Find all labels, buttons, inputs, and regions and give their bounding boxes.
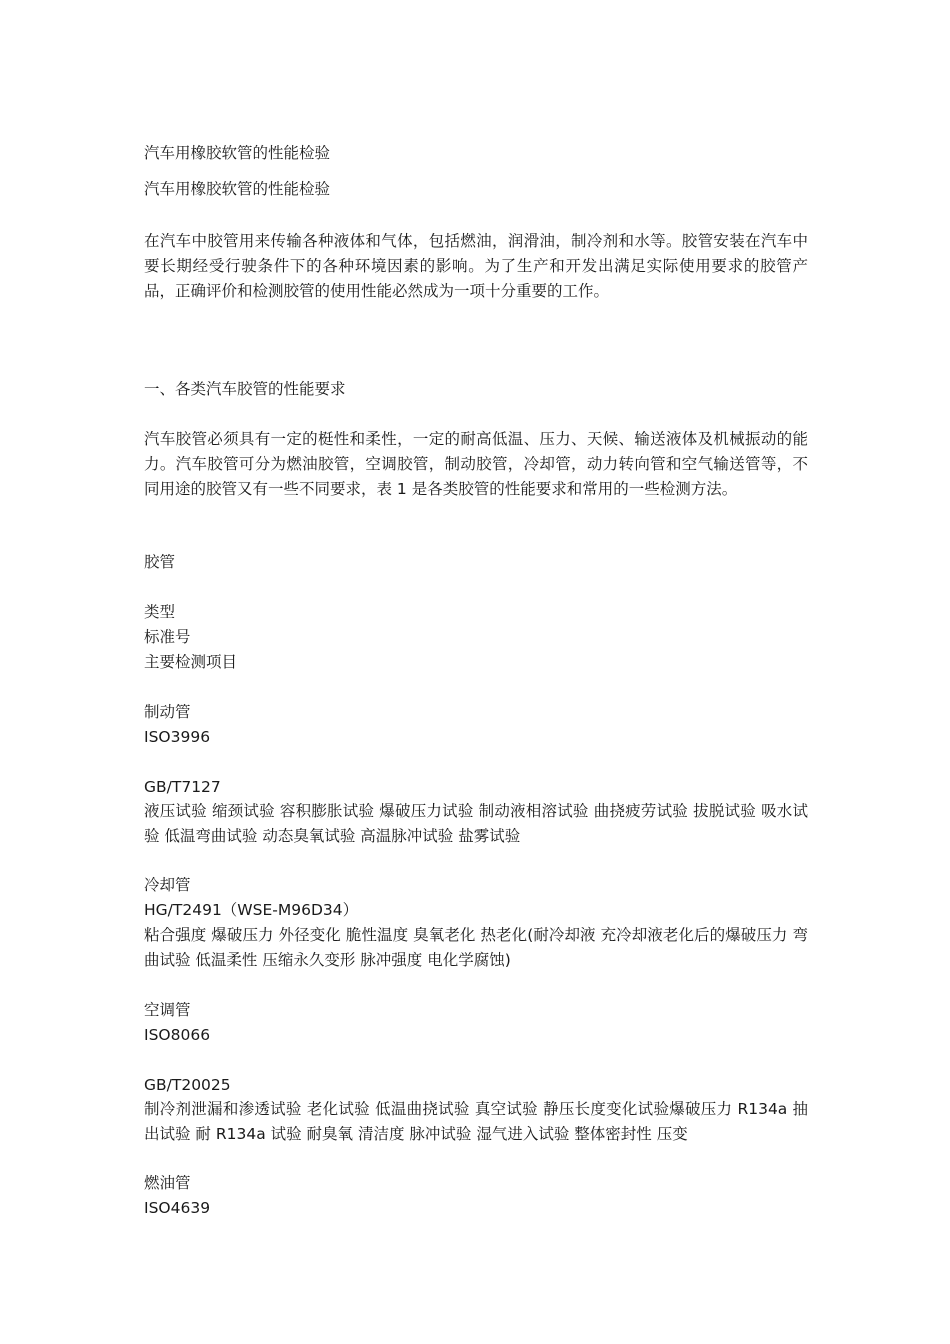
table-header-hose: 胶管	[144, 553, 176, 571]
row-ac-tests: 制冷剂泄漏和渗透试验 老化试验 低温曲挠试验 真空试验 静压长度变化试验爆破压力 R134a 抽出试验 耐 R134a 试验 耐臭氧 清洁度 脉冲试验 湿气进入试验 整体密封性 压变	[144, 1100, 808, 1143]
row-brake-tests: 液压试验 缩颈试验 容积膨胀试验 爆破压力试验 制动液相溶试验 曲挠疲劳试验 拔脱试验 吸水试验 低温弯曲试验 动态臭氧试验 高温脉冲试验 盐雾试验	[144, 802, 808, 845]
row-fuel-standard-1: ISO4639	[144, 1199, 211, 1217]
section-1-paragraph: 汽车胶管必须具有一定的梃性和柔性，一定的耐高低温、压力、天候、输送液体及机械振动的能力。汽车胶管可分为燃油胶管，空调胶管，制动胶管，冷却管，动力转向管和空气输送管等，不同用途的胶管又有一些不同要求，表 1 是各类胶管的性能要求和常用的一些检测方法。	[144, 430, 808, 498]
section-1-heading: 一、各类汽车胶管的性能要求	[144, 380, 346, 398]
row-ac-standard-1: ISO8066	[144, 1026, 211, 1044]
row-ac-standard-2: GB/T20025	[144, 1076, 231, 1094]
row-brake-type: 制动管	[144, 703, 191, 721]
table-header-type: 类型	[144, 603, 176, 621]
row-coolant-tests: 粘合强度 爆破压力 外径变化 脆性温度 臭氧老化 热老化(耐冷却液 充冷却液老化后的爆破压力 弯曲试验 低温柔性 压缩永久变形 脉冲强度 电化学腐蚀)	[144, 926, 808, 969]
document-subtitle: 汽车用橡胶软管的性能检验	[144, 180, 331, 198]
intro-paragraph: 在汽车中胶管用来传输各种液体和气体，包括燃油，润滑油，制冷剂和水等。胶管安装在汽车中要长期经受行驶条件下的各种环境因素的影响。为了生产和开发出满足实际使用要求的胶管产品，正确评价和检测胶管的使用性能必然成为一项十分重要的工作。	[144, 232, 808, 300]
row-brake-standard-2: GB/T7127	[144, 778, 221, 796]
row-ac-type: 空调管	[144, 1001, 191, 1019]
row-coolant-type: 冷却管	[144, 876, 191, 894]
row-fuel-type: 燃油管	[144, 1174, 191, 1192]
row-coolant-standard-1: HG/T2491（WSE-M96D34）	[144, 901, 359, 919]
document-title: 汽车用橡胶软管的性能检验	[144, 144, 331, 162]
table-header-tests: 主要检测项目	[144, 653, 238, 671]
table-header-standard: 标准号	[144, 628, 191, 646]
row-brake-standard-1: ISO3996	[144, 728, 211, 746]
